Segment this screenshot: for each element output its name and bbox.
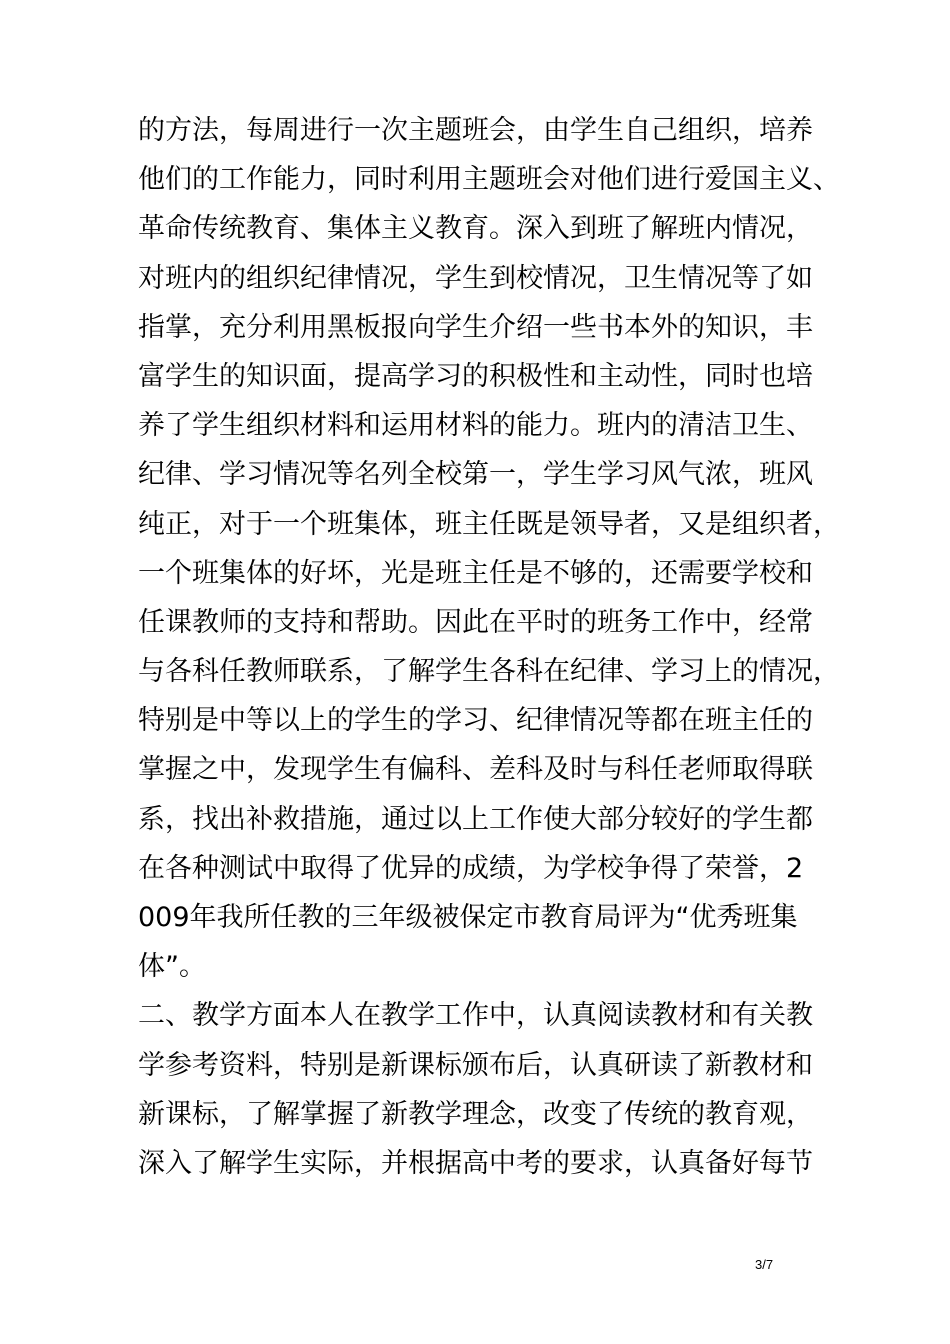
text-line: 养了学生组织材料和运用材料的能力。班内的清洁卫生、 [138,410,813,442]
text-line: 指掌，充分利用黑板报向学生介绍一些书本外的知识，丰 [138,311,813,343]
page-number: 3/7 [755,1257,774,1272]
text-line: 任课教师的支持和帮助。因此在平时的班务工作中，经常 [138,606,813,638]
text-line: 系，找出补救措施，通过以上工作使大部分较好的学生都 [138,803,813,835]
text-line: 一个班集体的好坏，光是班主任是不够的，还需要学校和 [138,557,813,589]
text-line: 革命传统教育、集体主义教育。深入到班了解班内情况， [138,213,813,245]
text-line: 009年我所任教的三年级被保定市教育局评为“优秀班集 [138,902,798,933]
text-line: 深入了解学生实际，并根据高中考的要求，认真备好每节 [138,1147,813,1179]
text-line: 二、教学方面本人在教学工作中，认真阅读教材和有关教 [138,1000,813,1032]
text-line: 他们的工作能力，同时利用主题班会对他们进行爱国主义、 [138,164,840,196]
text-line: 的方法，每周进行一次主题班会，由学生自己组织，培养 [138,115,813,146]
text-line: 与各科任教师联系，了解学生各科在纪律、学习上的情况， [138,656,840,688]
text-line: 掌握之中，发现学生有偏科、差科及时与科任老师取得联 [138,754,813,786]
body-text [138,106,838,1188]
text-line: 新课标，了解掌握了新教学理念，改变了传统的教育观， [138,1098,813,1130]
text-line: 学参考资料，特别是新课标颁布后，认真研读了新教材和 [138,1049,813,1081]
text-line: 纪律、学习情况等名列全校第一，学生学习风气浓，班风 [138,459,813,491]
text-line: 对班内的组织纪律情况，学生到校情况，卫生情况等了如 [138,262,813,294]
text-line: 特别是中等以上的学生的学习、纪律情况等都在班主任的 [138,705,813,737]
text-line: 纯正，对于一个班集体，班主任既是领导者，又是组织者， [138,508,840,540]
text-line: 在各种测试中取得了优异的成绩，为学校争得了荣誉，2 [138,852,804,884]
text-line: 富学生的知识面，提高学习的积极性和主动性，同时也培 [138,360,813,392]
text-line: 体”。 [138,951,206,983]
